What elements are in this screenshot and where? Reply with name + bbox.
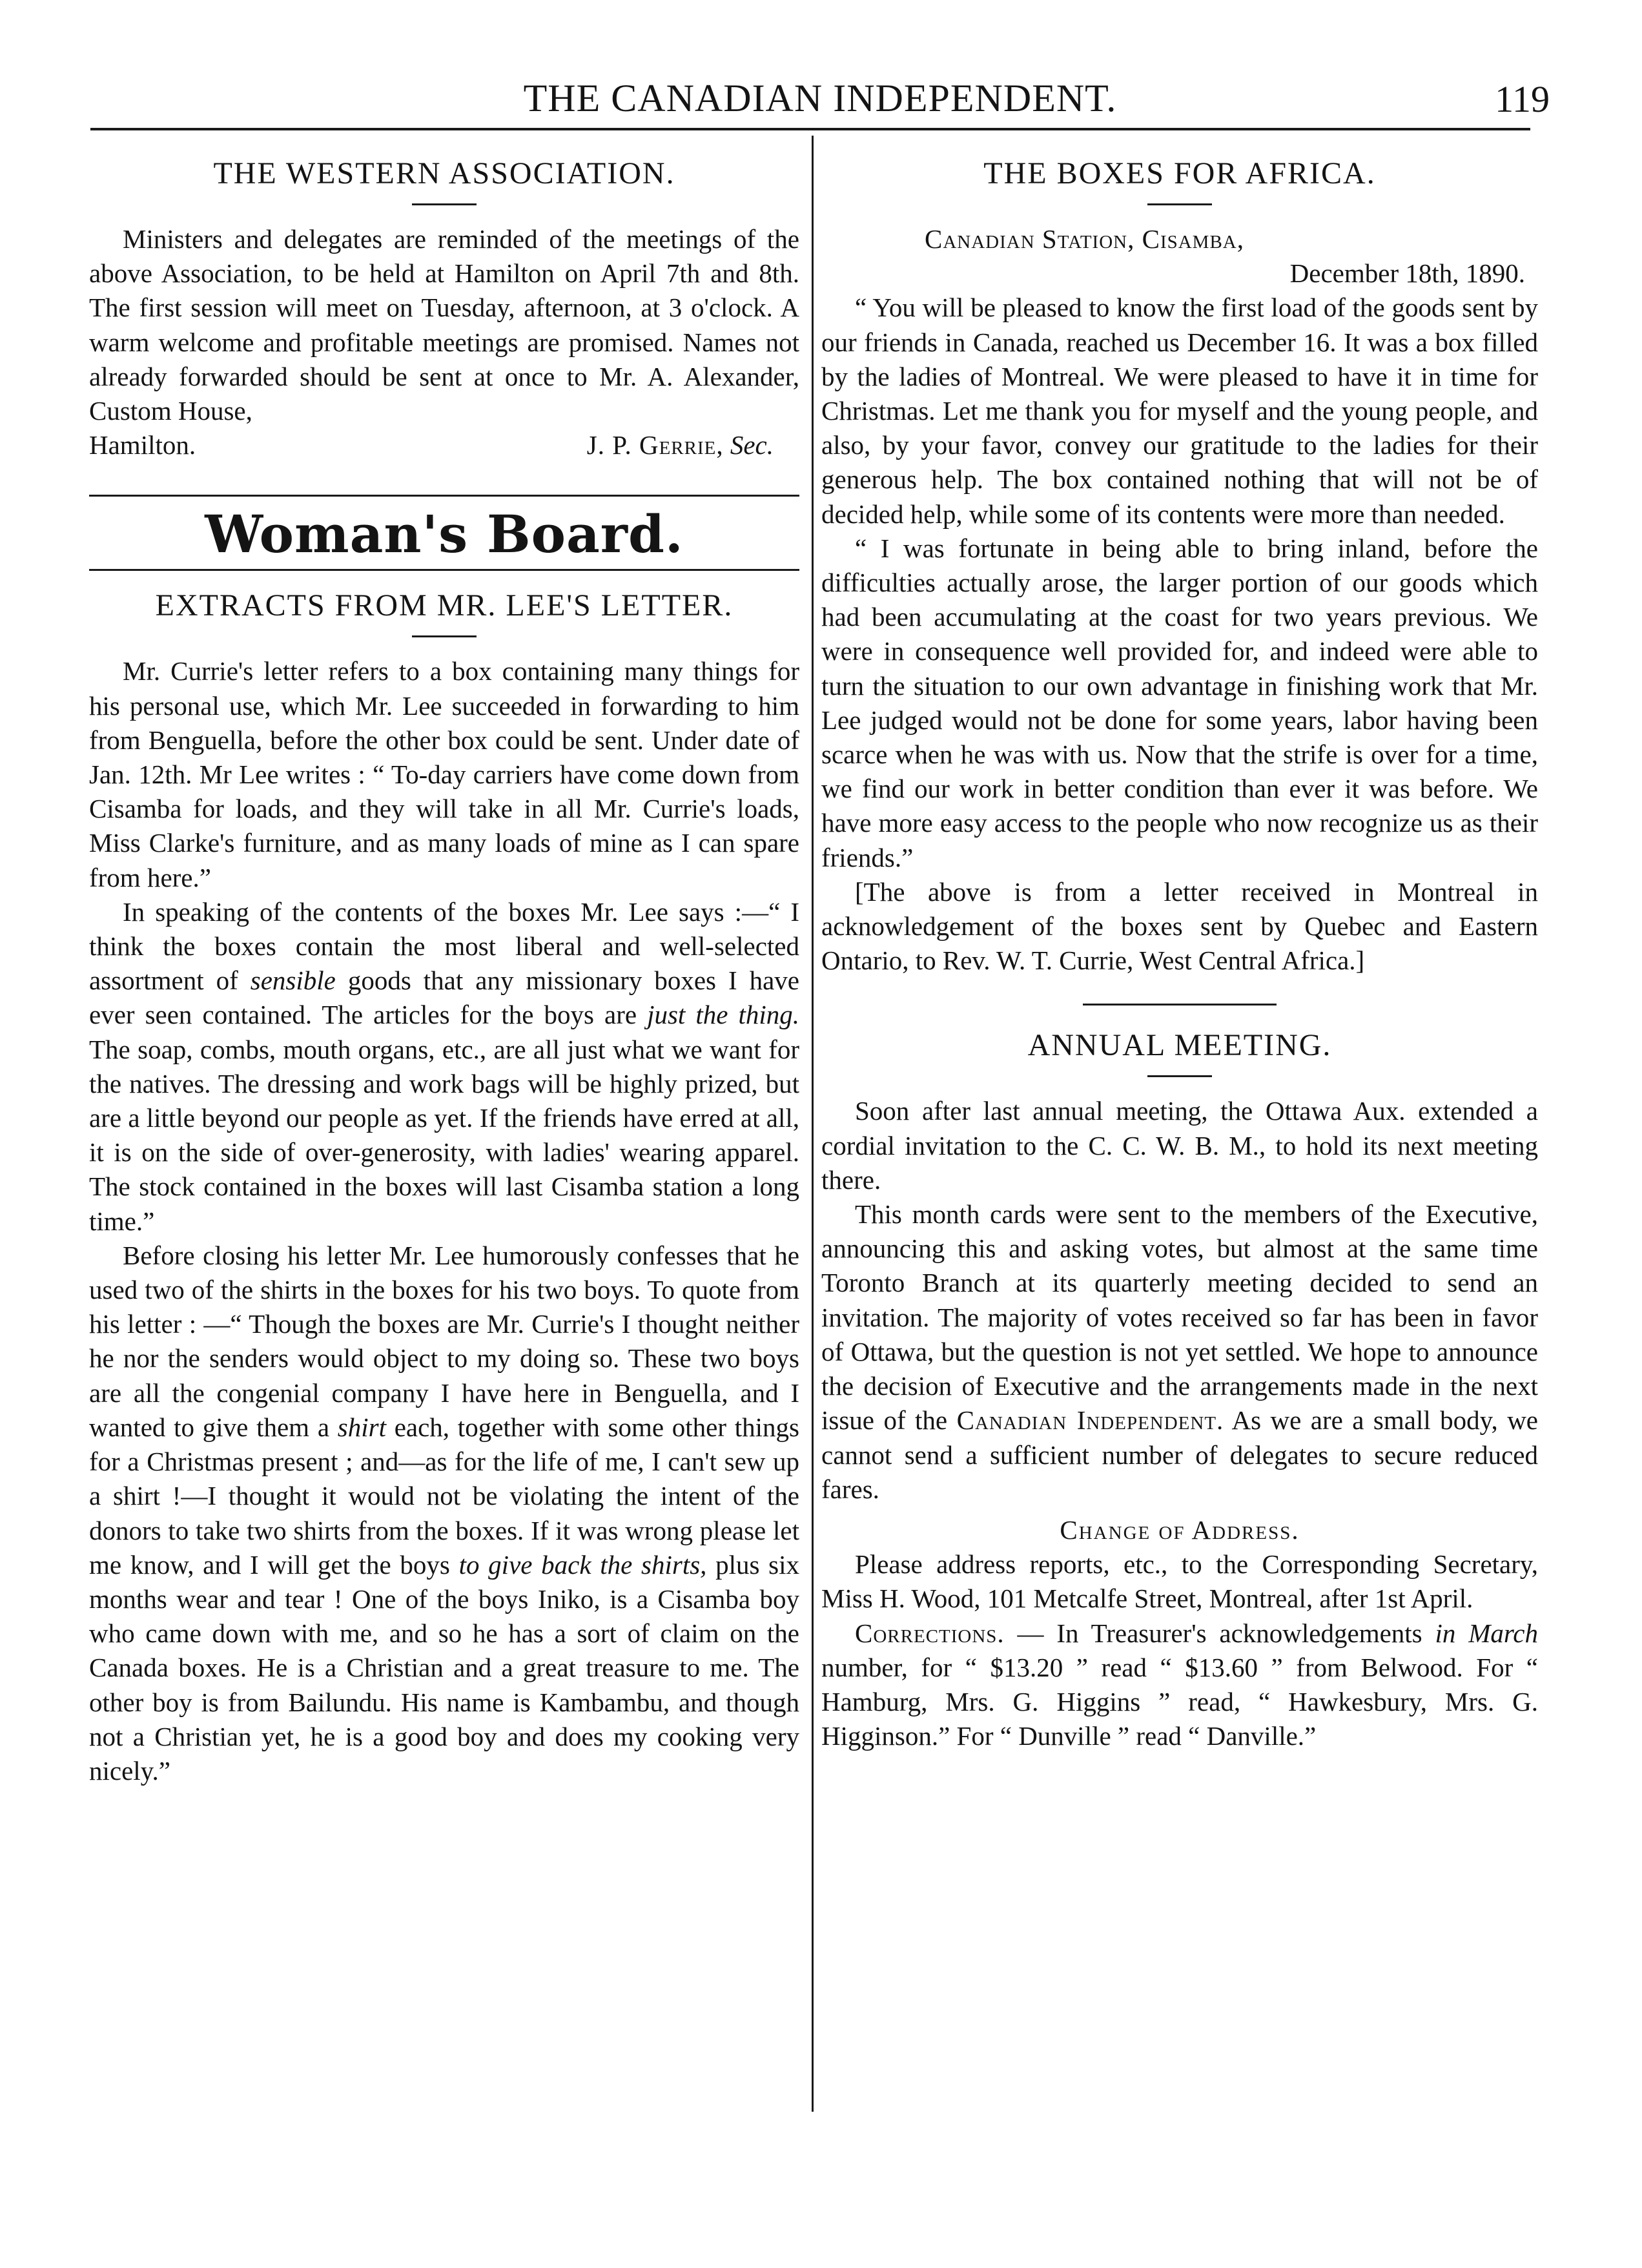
left-column [89, 145, 799, 1788]
change-of-address-body: Please address reports, etc., to the Corresponding Secretary, Miss H. Wood, 101 Metcalfe Street, Montreal, after 1st April. [821, 1549, 1538, 1614]
board-rule-bottom [89, 569, 799, 571]
board-rule-top [89, 495, 799, 497]
section-rule [1147, 203, 1212, 205]
section-rule [412, 635, 477, 637]
signature-title: Sec. [730, 430, 774, 460]
header-rule [90, 128, 1530, 130]
dateline-place: Canadian Station, Cisamba, [925, 224, 1244, 254]
womans-board-title: Woman's Board. [205, 504, 684, 565]
section-rule [412, 203, 477, 205]
extracts-heading: EXTRACTS FROM MR. LEE'S LETTER. [155, 588, 734, 623]
boxes-paragraph-2: “ I was fortunate in being able to bring inland, before the difficulties actually arose, the larger portion of our goods which had been accumulating at the coast for two years previous. We were in consequence well provided for, and indeed were able to turn the situation to our own advantage in finishing work that Mr. Lee judged would not be done for some years, labor having been scarce when he was with us. Now that the strife is over for a time, we find our work in better condition than ever it was before. We have more easy access to the people who now recognize us as their friends.” [821, 533, 1538, 872]
corrections-label: Corrections. [855, 1618, 1005, 1648]
right-column [821, 145, 1538, 1753]
signature-name: J. P. Gerrie, [586, 430, 724, 460]
western-association-signature [89, 428, 799, 462]
change-of-address-heading: Change of Address. [1060, 1514, 1300, 1545]
corrections-paragraph: Corrections. — In Treasurer's acknowledgements in March number, for “ $13.20 ” read “ $13.60 ” from Belwood. For “ Hamburg, Mrs. G. Higgins ” read, “ Hawkesbury, Mrs. G. Higginson.” For “ Dunville ” read “ Danville.” [821, 1618, 1539, 1751]
annual-paragraph-2: This month cards were sent to the members of the Executive, announcing this and asking votes, but almost at the same time Toronto Branch at its quarterly meeting decided to send an invitation. The majority of votes received so far has been in favor of Ottawa, but the question is not yet settled. We hope to announce the decision of Executive and the arrangements made in the next issue of the Canadian Independent. As we are a small body, we cannot send a sufficient number of delegates to secure reduced fares. [821, 1199, 1539, 1504]
dateline-date: December 18th, 1890. [1289, 258, 1525, 289]
running-head [90, 71, 1550, 129]
running-title: THE CANADIAN INDEPENDENT. [523, 77, 1117, 119]
extracts-paragraph-2: In speaking of the contents of the boxes Mr. Lee says :—“ I think the boxes contain the most liberal and well-selected assortment of sensible goods that any missionary boxes I have ever seen contained. The articles for the boys are just the thing. The soap, combs, mouth organs, etc., are all just what we want for the natives. The dressing and work bags will be highly prized, but are a little beyond our people as yet. If the friends have erred at all, it is on the side of over-generosity, with ladies' wearing apparel. The stock contained in the boxes will last Cisamba station a long time.” [89, 896, 800, 1236]
boxes-paragraph-1: “ You will be pleased to know the first load of the goods sent by our friends in Canada, reached us December 16. It was a box filled by the ladies of Montreal. We were pleased to have it in time for Christmas. Let me thank you for myself and the young people, and also, by your favor, convey our gratitude to the ladies for their generous help. The box contained nothing that will not be of decided help, while some of its contents were more than needed. [821, 293, 1538, 529]
annual-meeting-heading: ANNUAL MEETING. [1027, 1028, 1332, 1063]
western-association-body: Ministers and delegates are reminded of the meetings of the above Association, to be held at Hamilton on April 7th and 8th. The first session will meet on Tuesday, afternoon, at 3 o'clock. A warm welcome and profitable meetings are promised. Names not already forwarded should be sent at once to Mr. A. Alexander, Custom House, [89, 224, 799, 426]
section-divider [1083, 1004, 1277, 1005]
boxes-paragraph-3: [The above is from a letter received in Montreal in acknowledgement of the boxes sent by Quebec and Eastern Ontario, to Rev. W. T. Currie, West Central Africa.] [821, 876, 1538, 976]
western-association-heading: THE WESTERN ASSOCIATION. [213, 156, 675, 191]
page-number: 119 [1495, 78, 1550, 120]
section-rule [1147, 1075, 1212, 1077]
column-divider [812, 136, 814, 2112]
annual-paragraph-1: Soon after last annual meeting, the Ottawa Aux. extended a cordial invitation to the C. C. W. B. M., to hold its next meeting there. [821, 1096, 1538, 1195]
extracts-paragraph-3: Before closing his letter Mr. Lee humorously confesses that he used two of the shirts in the boxes for his two boys. To quote from his letter : —“ Though the boxes are Mr. Currie's I thought neither he nor the senders would object to my doing so. These two boys are all the congenial company I have here in Benguella, and I wanted to give them a shirt each, together with some other things for a Christmas present ; and—as for the life of me, I can't sew up a shirt !—I thought it would not be violating the intent of the donors to take two shirts from the boxes. If it was wrong please let me know, and I will get the boys to give back the shirts, plus six months wear and tear ! One of the boys Iniko, is a Cisamba boy who came down with me, and so he has a sort of claim on the Canada boxes. He is a Christian and a great treasure to me. The other boy is from Bailundu. His name is Kambambu, and though not a Christian yet, he is a good boy and does my cooking very nicely.” [89, 1240, 800, 1786]
extracts-paragraph-1: Mr. Currie's letter refers to a box containing many things for his personal use, which Mr. Lee succeeded in forwarding to him from Benguella, before the other box could be sent. Under date of Jan. 12th. Mr Lee writes : “ To-day carriers have come down from Cisamba for loads, and they will take in all Mr. Currie's loads, Miss Clarke's furniture, and as many loads of mine as I can spare from here.” [89, 656, 799, 892]
boxes-for-africa-heading: THE BOXES FOR AFRICA. [983, 156, 1376, 191]
signature-place: Hamilton. [89, 430, 196, 460]
